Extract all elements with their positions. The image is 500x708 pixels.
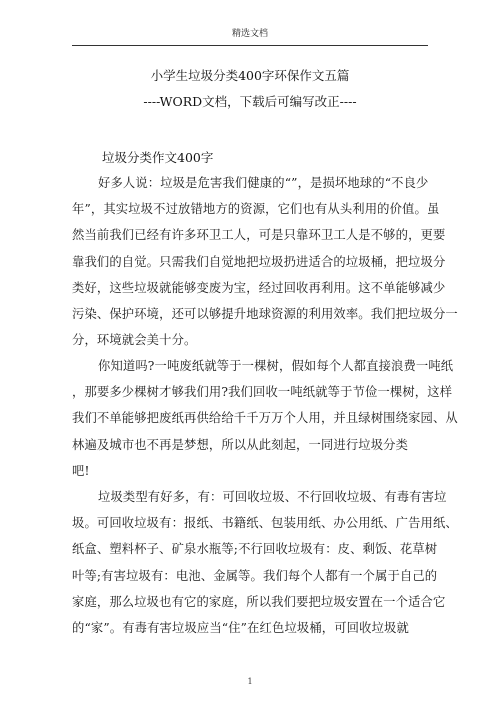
paragraph-line: 年”，其实垃圾不过放错地方的资源，它们也有从头利用的价值。虽 bbox=[72, 202, 440, 217]
paragraph-line: 林遍及城市也不再是梦想，所以从此刻起，一同进行垃圾分类 bbox=[72, 437, 409, 452]
paragraph-3 bbox=[72, 484, 458, 641]
paragraph-line: 纸盒、塑料杯子、矿泉水瓶等;不行回收垃圾有：皮、剩饭、花草树 bbox=[72, 542, 438, 557]
paragraph-line: 分，环境就会美十分。 bbox=[72, 333, 197, 348]
paragraph-line: 我们不单能够把废纸再供给给千千万万个人用，并且绿树围绕家园、从 bbox=[72, 411, 458, 426]
paragraph-line: 家庭，那么垃圾也有它的家庭，所以我们要把垃圾安置在一个适合它 bbox=[72, 594, 446, 609]
section-title: 垃圾分类作文400字 bbox=[102, 150, 214, 165]
paragraph-line: 你知道吗?一吨废纸就等于一棵树，假如每个人都直接浪费一吨纸 bbox=[98, 359, 454, 373]
paragraph-line: 叶等;有害垃圾有：电池、金属等。我们每个人都有一个属于自己的 bbox=[72, 568, 438, 583]
paragraph-line: 垃圾类型有好多，有：可回收垃圾、不行回收垃圾、有毒有害垃 bbox=[98, 490, 447, 504]
paragraph-line: 的“家”。有毒有害垃圾应当“住”在红色垃圾桶，可回收垃圾就 bbox=[72, 621, 409, 636]
paragraph-line: 圾。可回收垃圾有：报纸、书籍纸、包装用纸、办公用纸、广告用纸、 bbox=[72, 516, 458, 531]
paragraph-line: 类好，这些垃圾就能够变废为宝，经过回收再利用。这不单能够减少 bbox=[72, 280, 446, 295]
paragraph-line: ，那要多少棵树才够我们用?我们回收一吨纸就等于节俭一棵树，这样 bbox=[72, 385, 453, 400]
document-title: 小学生垃圾分类400字环保作文五篇 bbox=[150, 68, 350, 83]
document-subtitle: ----WORD文档，下载后可编写改正---- bbox=[143, 94, 357, 109]
paragraph-line: 然当前我们已经有许多环卫工人，可是只靠环卫工人是不够的，更要 bbox=[72, 228, 446, 243]
paragraph-2 bbox=[72, 353, 458, 484]
paragraph-line: 吧! bbox=[72, 463, 90, 478]
paragraph-1 bbox=[72, 170, 458, 353]
header-label: 精选文档 bbox=[231, 29, 268, 39]
header-divider bbox=[72, 45, 428, 46]
paragraph-line: 好多人说：垃圾是危害我们健康的“”，是损坏地球的“不良少 bbox=[98, 176, 429, 190]
paragraph-line: 靠我们的自觉。只需我们自觉地把垃圾扔进适合的垃圾桶，把垃圾分 bbox=[72, 254, 446, 269]
page-number: 1 bbox=[247, 677, 253, 686]
paragraph-line: 污染、保护环境，还可以够提升地球资源的利用效率。我们把垃圾分一 bbox=[72, 307, 458, 322]
